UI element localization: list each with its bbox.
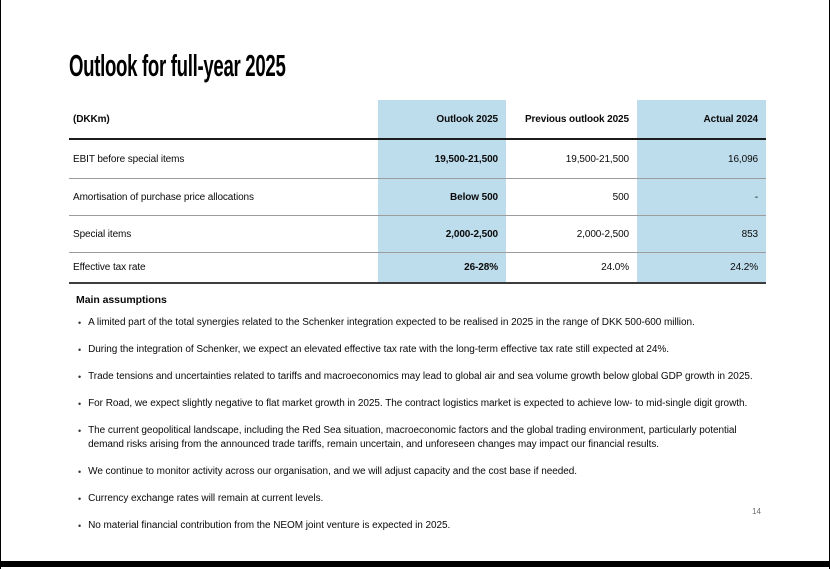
list-item (76, 343, 765, 357)
outlook-table (69, 100, 766, 284)
table-row-amortisation (69, 178, 766, 215)
column-header-outlook-2025: Outlook 2025 (378, 100, 506, 138)
bullet-icon: • (78, 372, 82, 382)
bullet-text: Currency exchange rates will remain at current levels. (88, 493, 324, 504)
bullet-icon: • (78, 399, 82, 409)
bullet-text: No material financial contribution from the NEOM joint venture is expected in 2025. (88, 520, 451, 531)
cell-actual-2024: 24.2% (637, 253, 766, 282)
bullet-icon: • (78, 467, 82, 477)
table-header-row (69, 100, 766, 140)
bullet-icon: • (78, 494, 82, 504)
row-label: Effective tax rate (73, 262, 146, 273)
page-title: Outlook for full-year 2025 (69, 48, 286, 83)
table-row-special-items (69, 215, 766, 252)
table-row-ebit (69, 140, 766, 178)
bullet-icon: • (78, 318, 82, 328)
assumptions-section (76, 293, 765, 546)
cell-actual-2024: - (637, 179, 766, 215)
cell-outlook-2025: 19,500-21,500 (378, 140, 506, 178)
bottom-bar (1, 561, 829, 567)
bullet-icon: • (78, 345, 82, 355)
cell-outlook-2025: 2,000-2,500 (378, 216, 506, 252)
bullet-icon: • (78, 426, 82, 436)
list-item (76, 465, 765, 479)
bullet-icon: • (78, 521, 82, 531)
list-item (76, 316, 765, 330)
row-label: EBIT before special items (73, 153, 185, 165)
bullet-text: The current geopolitical landscape, including the Red Sea situation, macroeconomic factors and the global trading environment, particularly potential demand risks arising from the announced trade tariffs, remain uncertain, and unforeseen changes may impact our financial results. (88, 425, 737, 450)
column-header-previous-outlook-2025: Previous outlook 2025 (524, 113, 629, 125)
assumptions-heading: Main assumptions (76, 294, 167, 306)
bullet-text: We continue to monitor activity across our organisation, and we will adjust capacity and the cost base if needed. (88, 466, 577, 477)
cell-actual-2024: 16,096 (637, 140, 766, 178)
assumptions-list (76, 316, 765, 533)
cell-previous-outlook-2025: 24.0% (601, 262, 629, 273)
list-item (76, 397, 765, 411)
column-header-dkkm: (DKKm) (73, 113, 110, 125)
row-label: Amortisation of purchase price allocations (73, 191, 254, 203)
cell-previous-outlook-2025: 19,500-21,500 (565, 153, 629, 165)
cell-outlook-2025: Below 500 (378, 179, 506, 215)
bullet-text: Trade tensions and uncertainties related to tariffs and macroeconomics may lead to global air and sea volume growth below global GDP growth in 2025. (88, 371, 753, 382)
cell-previous-outlook-2025: 500 (612, 191, 629, 203)
page-number: 14 (752, 507, 761, 516)
cell-outlook-2025: 26-28% (378, 253, 506, 282)
list-item (76, 519, 765, 533)
list-item (76, 492, 765, 506)
list-item (76, 370, 765, 384)
cell-actual-2024: 853 (637, 216, 766, 252)
cell-previous-outlook-2025: 2,000-2,500 (576, 228, 629, 240)
bullet-text: A limited part of the total synergies related to the Schenker integration expected to be realised in 2025 in the range of DKK 500-600 million. (88, 317, 695, 328)
bullet-text: For Road, we expect slightly negative to flat market growth in 2025. The contract logistics market is expected to achieve low- to mid-single digit growth. (88, 398, 748, 409)
row-label: Special items (73, 228, 132, 240)
bullet-text: During the integration of Schenker, we expect an elevated effective tax rate with the long-term effective tax rate still expected at 24%. (88, 344, 670, 355)
column-header-actual-2024: Actual 2024 (637, 100, 766, 138)
table-row-effective-tax-rate (69, 252, 766, 284)
list-item (76, 424, 765, 452)
